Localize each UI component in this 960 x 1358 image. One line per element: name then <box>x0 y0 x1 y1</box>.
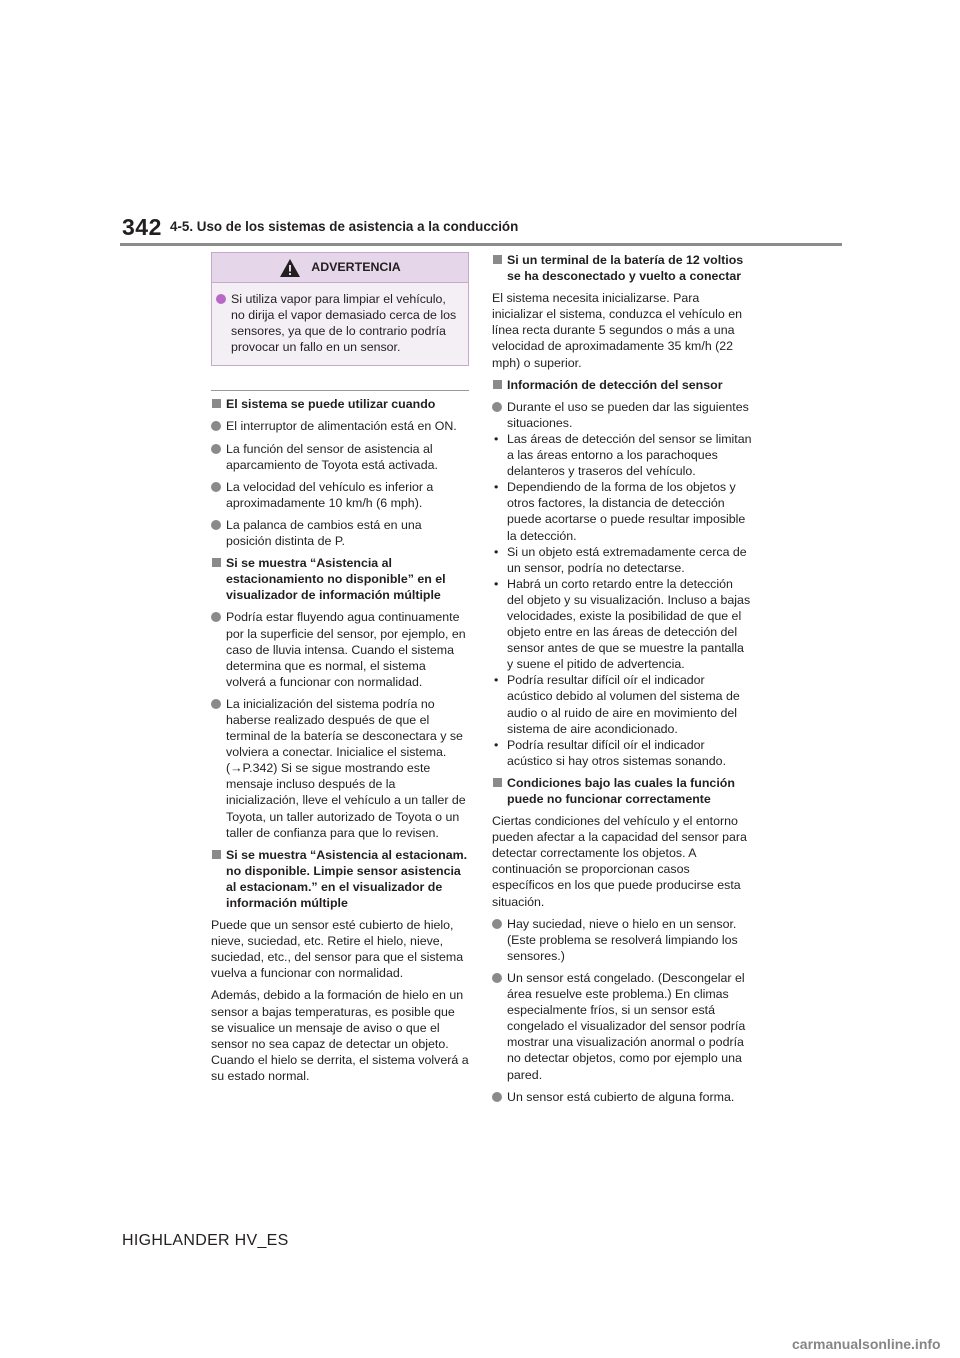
heading-clean-sensor: Si se muestra “Asistencia al estacionam. no disponible. Limpie sensor asistencia al estacionam.” en el visualizador de información múltiple <box>211 847 469 911</box>
sub-list-item: • Habrá un corto retardo entre la detección del objeto y su visualización. Incluso a bajas velocidades, existe la posibilidad de que el objeto entre en las áreas de detección del sensor antes de que se muestre la pantalla y suene el pitido de advertencia. <box>492 576 752 673</box>
list-item: La función del sensor de asistencia al aparcamiento de Toyota está activada. <box>211 441 469 473</box>
warning-triangle-icon <box>279 258 301 278</box>
paragraph: El sistema necesita inicializarse. Para inicializar el sistema, conduzca el vehículo en línea recta durante 5 segundos o más a una velocidad de aproximadamente 35 km/h (22 mph) o superior. <box>492 291 743 370</box>
list-item: Durante el uso se pueden dar las siguientes situaciones. <box>492 399 752 431</box>
heading-system-usable: El sistema se puede utilizar cuando <box>211 396 469 412</box>
warning-title: ADVERTENCIA <box>311 260 401 275</box>
list-item: Hay suciedad, nieve o hielo en un sensor. (Este problema se resolverá limpiando los sensores.) <box>492 916 752 964</box>
heading-battery-disconnected: Si un terminal de la batería de 12 voltios se ha desconectado y vuelto a conectar <box>492 252 752 284</box>
list-item: El interruptor de alimentación está en ON. <box>211 418 469 434</box>
header-rule <box>120 243 842 246</box>
warning-body <box>212 283 468 365</box>
paragraph: Puede que un sensor esté cubierto de hielo, nieve, suciedad, etc. Retire el hielo, nieve, suciedad, etc., del sensor para que el sistema vuelva a funcionar con normalidad. <box>211 918 464 981</box>
heading-assist-unavailable: Si se muestra “Asistencia al estacionamiento no disponible” en el visualizador de información múltiple <box>211 555 469 603</box>
sub-list-item: • Podría resultar difícil oír el indicador acústico debido al volumen del sistema de audio o al ruido de aire en movimiento del sistema de aire acondicionado. <box>492 672 752 736</box>
warning-text: Si utiliza vapor para limpiar el vehículo, no dirija el vapor demasiado cerca de los sensores, ya que de lo contrario podría provocar un fallo en un sensor. <box>216 291 458 355</box>
section-divider <box>211 390 469 391</box>
list-item: La velocidad del vehículo es inferior a aproximadamente 10 km/h (6 mph). <box>211 479 469 511</box>
list-item: La palanca de cambios está en una posición distinta de P. <box>211 517 469 549</box>
sub-list-item: • Dependiendo de la forma de los objetos y otros factores, la distancia de detección puede acortarse o puede resultar imposible la detección. <box>492 479 752 543</box>
right-column <box>492 252 752 1111</box>
left-column <box>211 252 469 1090</box>
heading-conditions: Condiciones bajo las cuales la función puede no funcionar correctamente <box>492 775 752 807</box>
warning-header <box>212 253 468 283</box>
list-item: Podría estar fluyendo agua continuamente por la superficie del sensor, por ejemplo, en caso de lluvia intensa. Cuando el sistema determina que es normal, el sistema volverá a funcionar con normalidad. <box>211 609 469 689</box>
warning-box <box>211 252 469 366</box>
sub-list-item: • Podría resultar difícil oír el indicador acústico si hay otros sistemas sonando. <box>492 737 752 769</box>
footer-model: HIGHLANDER HV_ES <box>122 1232 289 1249</box>
sub-list-item: • Las áreas de detección del sensor se limitan a las áreas entorno a los parachoques delanteros y traseros del vehículo. <box>492 431 752 479</box>
page-number: 342 <box>122 214 162 240</box>
list-item: Un sensor está cubierto de alguna forma. <box>492 1089 752 1105</box>
list-item: La inicialización del sistema podría no haberse realizado después de que el terminal de la batería se desconectara y se volviera a conectar. Inicialice el sistema. (→P.342) Si se sigue mostrando este mensaje incluso después de la inicialización, lleve el vehículo a un taller de Toyota, un taller autorizado de Toyota o un taller de confianza para que lo revisen. <box>211 696 469 841</box>
sub-list-item: • Si un objeto está extremadamente cerca de un sensor, podría no detectarse. <box>492 544 752 576</box>
watermark: carmanualsonline.info <box>792 1336 941 1352</box>
paragraph: Además, debido a la formación de hielo en un sensor a bajas temperaturas, es posible que se visualice un mensaje de aviso o que el sensor no sea capaz de detectar un objeto. Cuando el hielo se derrita, el sistema volverá a su estado normal. <box>211 988 469 1083</box>
section-title: 4-5. Uso de los sistemas de asistencia a la conducción <box>170 219 519 234</box>
paragraph: Ciertas condiciones del vehículo y el entorno pueden afectar a la capacidad del sensor para detectar correctamente los objetos. A continuación se proporcionan casos específicos en los que puede producirse esta situación. <box>492 814 747 909</box>
list-item: Un sensor está congelado. (Descongelar el área resuelve este problema.) En climas especialmente fríos, si un sensor está congelado el visualizador del sensor podría mostrar una visualización anormal o podría no detectar objetos, como por ejemplo una pared. <box>492 970 752 1083</box>
heading-sensor-detection-info: Información de detección del sensor <box>492 377 752 393</box>
